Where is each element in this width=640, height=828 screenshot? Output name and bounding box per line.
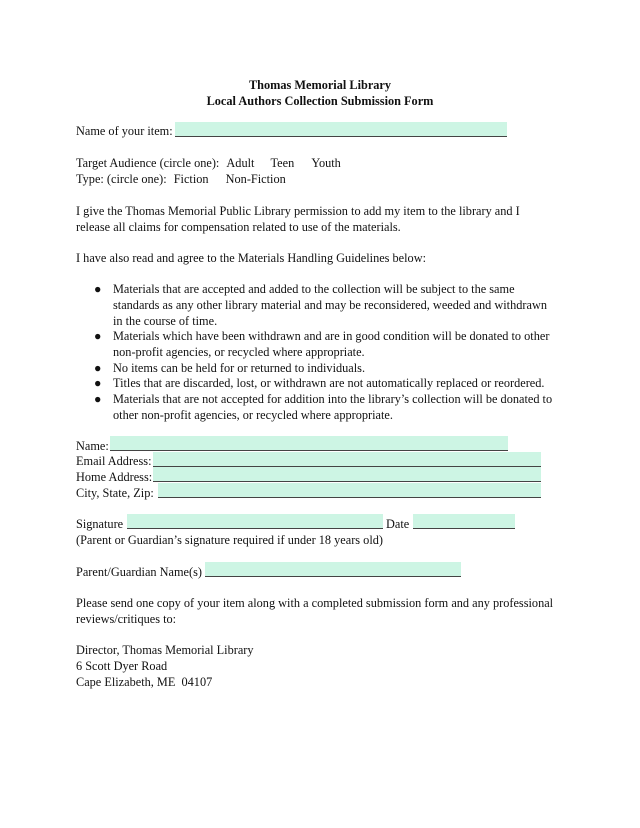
send-instructions-line-1: Please send one copy of your item along with a completed submission form and any professional	[76, 596, 554, 610]
guideline-line: Materials which have been withdrawn and are in good condition will be donated to other	[113, 329, 550, 343]
type-row	[76, 171, 286, 187]
guideline-line: other non-profit agencies, or recycled where appropriate.	[113, 408, 393, 422]
guideline-line: Materials that are not accepted for addition into the library’s collection will be donated to	[113, 392, 553, 406]
guardian-label: Parent/Guardian Name(s)	[76, 565, 202, 579]
guideline-line: Materials that are accepted and added to the collection will be subject to the same	[113, 282, 515, 296]
name-input[interactable]	[110, 436, 508, 451]
city-state-zip-label: City, State, Zip:	[76, 486, 154, 500]
permission-line-2: release all claims for compensation related to use of the materials.	[76, 220, 401, 234]
item-name-label: Name of your item:	[76, 124, 173, 138]
guardian-name-input[interactable]	[205, 562, 461, 577]
guideline-line: in the course of time.	[113, 314, 218, 328]
guideline-line: standards as any other library material and may be reconsidered, weeded and withdrawn	[113, 298, 547, 312]
signature-note: (Parent or Guardian’s signature required if under 18 years old)	[76, 533, 383, 547]
address-line-3: Cape Elizabeth, ME 04107	[76, 675, 213, 689]
guideline-item	[94, 281, 574, 329]
email-label: Email Address:	[76, 454, 152, 468]
send-instructions-line-2: reviews/critiques to:	[76, 612, 177, 626]
city-state-zip-input[interactable]	[158, 483, 541, 498]
permission-line-1: I give the Thomas Memorial Public Library permission to add my item to the library and I	[76, 204, 520, 218]
bullet-icon: ●	[94, 392, 102, 406]
type-option-fiction[interactable]: Fiction	[173, 172, 209, 186]
audience-label: Target Audience (circle one):	[76, 156, 220, 170]
name-label: Name:	[76, 439, 109, 453]
bullet-icon: ●	[94, 329, 102, 343]
signature-input[interactable]	[127, 514, 383, 529]
guidelines-intro: I have also read and agree to the Materials Handling Guidelines below:	[76, 251, 426, 265]
form-title: Local Authors Collection Submission Form	[206, 94, 434, 108]
audience-option-youth[interactable]: Youth	[311, 156, 341, 170]
address-line-2: 6 Scott Dyer Road	[76, 659, 168, 673]
guideline-item	[94, 375, 574, 391]
guideline-line: No items can be held for or returned to individuals.	[113, 361, 366, 375]
library-name: Thomas Memorial Library	[248, 78, 392, 92]
type-label: Type: (circle one):	[76, 172, 167, 186]
audience-option-adult[interactable]: Adult	[226, 156, 255, 170]
guideline-item	[94, 328, 574, 360]
home-address-input[interactable]	[153, 467, 541, 482]
bullet-icon: ●	[94, 361, 102, 375]
item-name-input[interactable]	[175, 122, 507, 137]
guideline-line: Titles that are discarded, lost, or withdrawn are not automatically replaced or reordered.	[113, 376, 545, 390]
bullet-icon: ●	[94, 282, 102, 296]
date-label: Date	[386, 517, 410, 531]
address-line-1: Director, Thomas Memorial Library	[76, 643, 254, 657]
type-option-nonfiction[interactable]: Non-Fiction	[225, 172, 286, 186]
guideline-item	[94, 391, 574, 423]
home-address-label: Home Address:	[76, 470, 153, 484]
date-input[interactable]	[413, 514, 515, 529]
email-input[interactable]	[153, 452, 541, 467]
guideline-line: non-profit agencies, or recycled where appropriate.	[113, 345, 365, 359]
audience-row	[76, 155, 341, 171]
bullet-icon: ●	[94, 376, 102, 390]
signature-label: Signature	[76, 517, 124, 531]
guideline-item	[94, 360, 574, 376]
audience-option-teen[interactable]: Teen	[270, 156, 295, 170]
